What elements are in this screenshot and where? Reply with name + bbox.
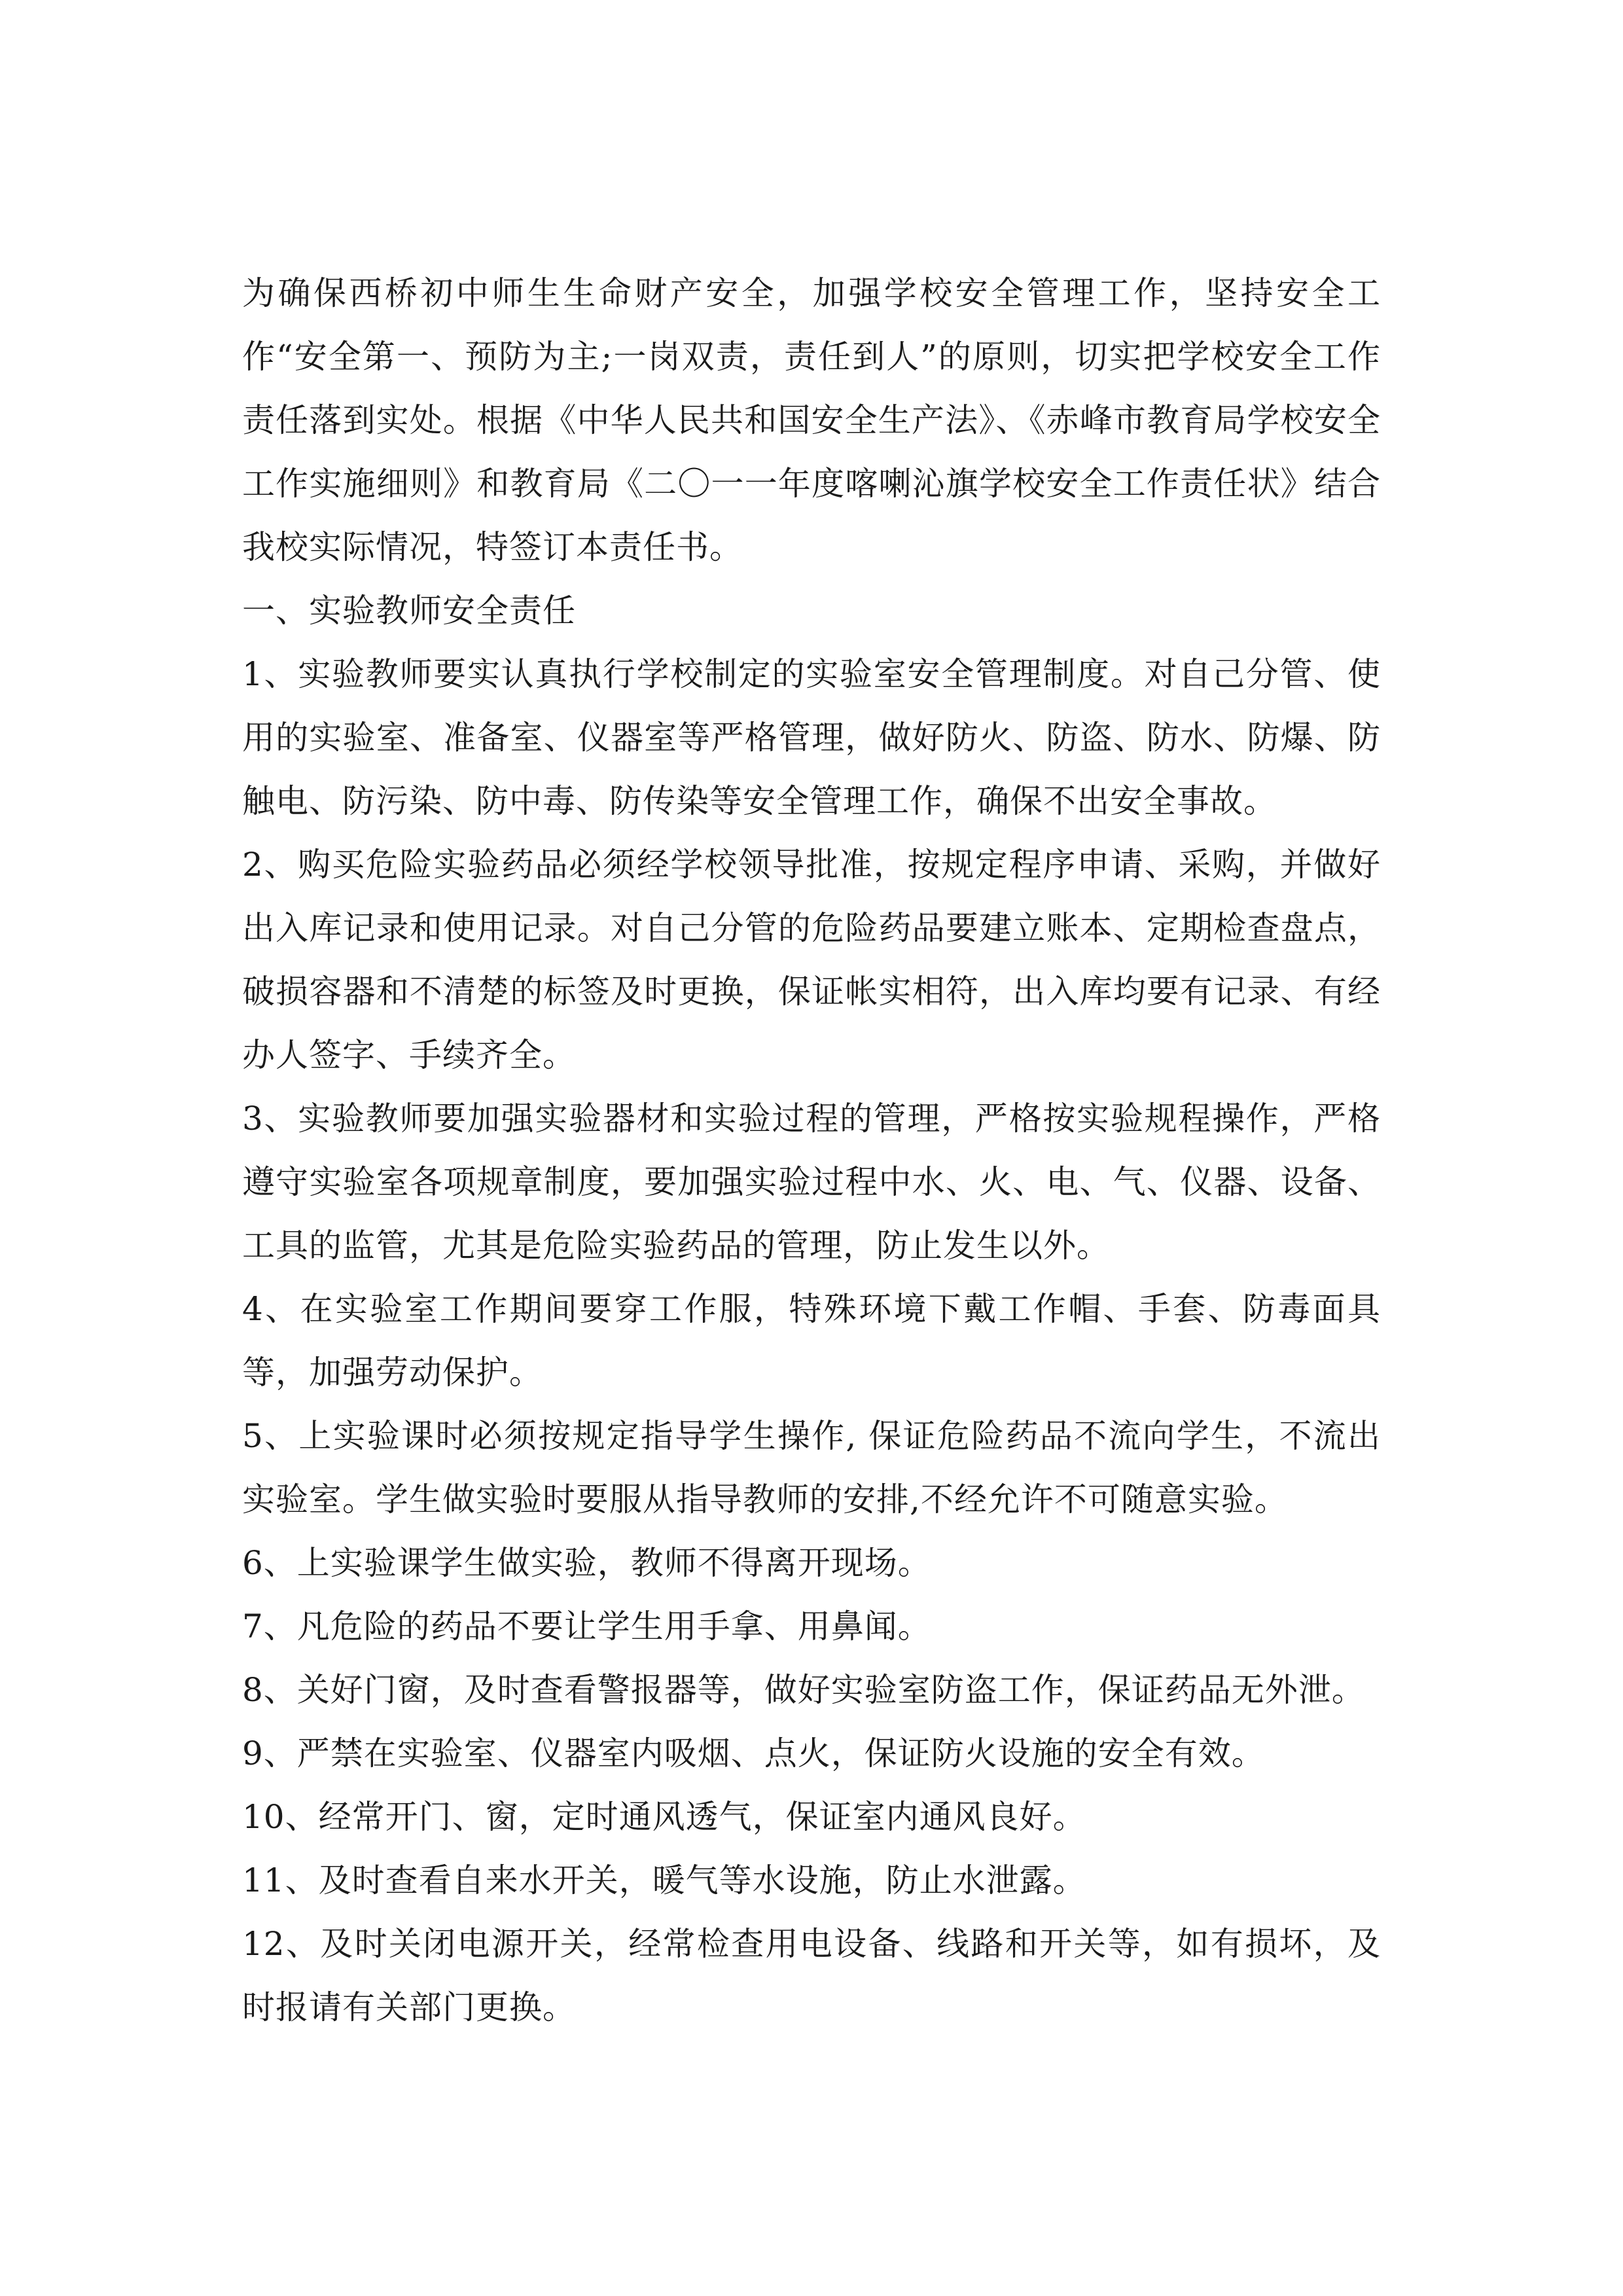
- list-item: 10、经常开门、窗，定时通风透气，保证室内通风良好。: [242, 1798, 1086, 1836]
- list-item: 12、及时关闭电源开关，经常检查用电设备、线路和开关等，如有损坏，及时报请有关部门更换。: [242, 1925, 1381, 2026]
- list-item: 11、及时查看自来水开关，暖气等水设施，防止水泄露。: [242, 1861, 1086, 1899]
- document-body: [242, 262, 1381, 2039]
- list-item: 9、严禁在实验室、仪器室内吸烟、点火，保证防火设施的安全有效。: [242, 1734, 1265, 1772]
- list-item: 2、购买危险实验药品必须经学校领导批准，按规定程序申请、采购，并做好出入库记录和使用记录。对自己分管的危险药品要建立账本、定期检查盘点，破损容器和不清楚的标签及时更换，保证帐实相符，出入库均要有记录、有经办人签字、手续齐全。: [242, 846, 1381, 1074]
- list-item: 1、实验教师要实认真执行学校制定的实验室安全管理制度。对自己分管、使用的实验室、准备室、仪器室等严格管理，做好防火、防盗、防水、防爆、防触电、防污染、防中毒、防传染等安全管理工作，确保不出安全事故。: [242, 655, 1381, 820]
- list-item: 6、上实验课学生做实验，教师不得离开现场。: [242, 1544, 931, 1582]
- list-item: 4、在实验室工作期间要穿工作服，特殊环境下戴工作帽、手套、防毒面具等，加强劳动保护。: [242, 1290, 1381, 1391]
- intro-paragraph: 为确保西桥初中师生生命财产安全，加强学校安全管理工作，坚持安全工作“安全第一、预防为主;一岗双责，责任到人”的原则，切实把学校安全工作责任落到实处。根据《中华人民共和国安全生产法》、《赤峰市教育局学校安全工作实施细则》和教育局《二〇一一年度喀喇沁旗学校安全工作责任状》结合我校实际情况，特签订本责任书。: [242, 274, 1381, 566]
- list-item: 3、实验教师要加强实验器材和实验过程的管理，严格按实验规程操作，严格遵守实验室各项规章制度，要加强实验过程中水、火、电、气、仪器、设备、工具的监管，尤其是危险实验药品的管理，防止发生以外。: [242, 1100, 1381, 1265]
- section-heading: 一、实验教师安全责任: [242, 592, 576, 630]
- list-item: 8、关好门窗，及时查看警报器等，做好实验室防盗工作，保证药品无外泄。: [242, 1671, 1365, 1709]
- list-item: 5、上实验课时必须按规定指导学生操作, 保证危险药品不流向学生，不流出实验室。学生做实验时要服从指导教师的安排,不经允许不可随意实验。: [242, 1417, 1381, 1518]
- list-item: 7、凡危险的药品不要让学生用手拿、用鼻闻。: [242, 1607, 931, 1645]
